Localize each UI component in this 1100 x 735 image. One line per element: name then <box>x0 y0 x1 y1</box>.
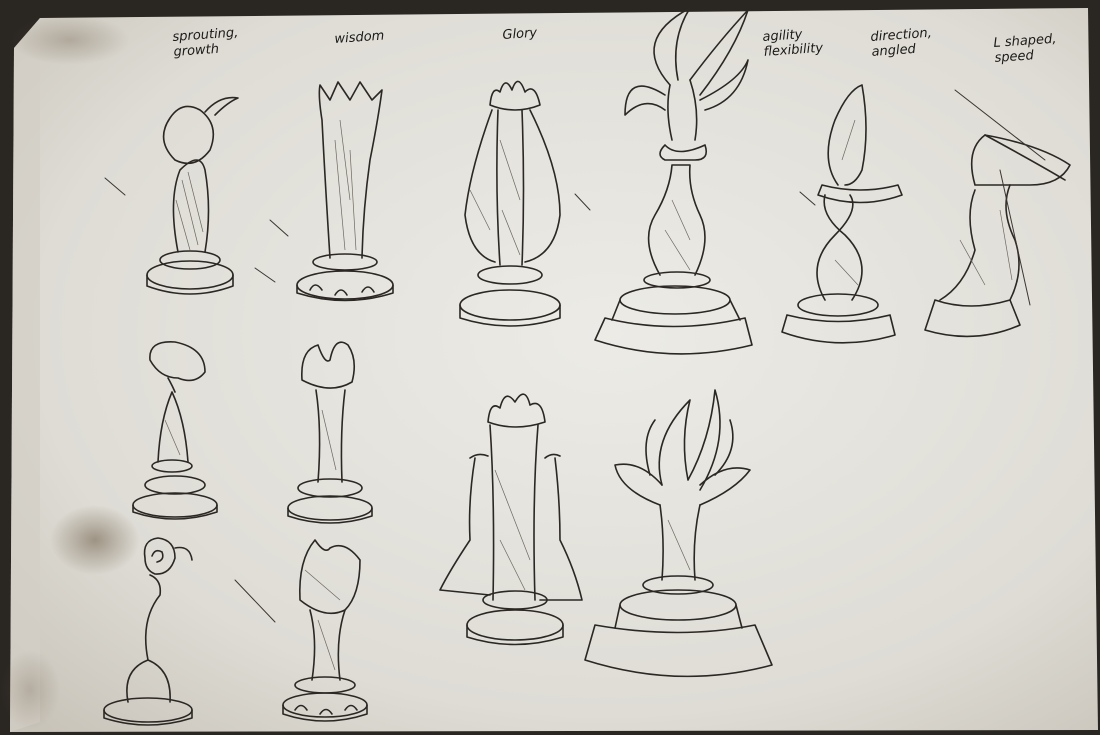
label-l-shaped-speed: L shaped, speed <box>993 31 1057 66</box>
coffee-stain <box>50 505 140 575</box>
label-wisdom: wisdom <box>334 28 385 47</box>
paper <box>10 8 1098 732</box>
label-direction-angled: direction, angled <box>870 25 933 60</box>
label-agility-flexibility: agility flexibility <box>762 27 824 60</box>
label-sprouting-growth: sprouting, growth <box>172 25 239 60</box>
label-glory: Glory <box>502 25 538 43</box>
